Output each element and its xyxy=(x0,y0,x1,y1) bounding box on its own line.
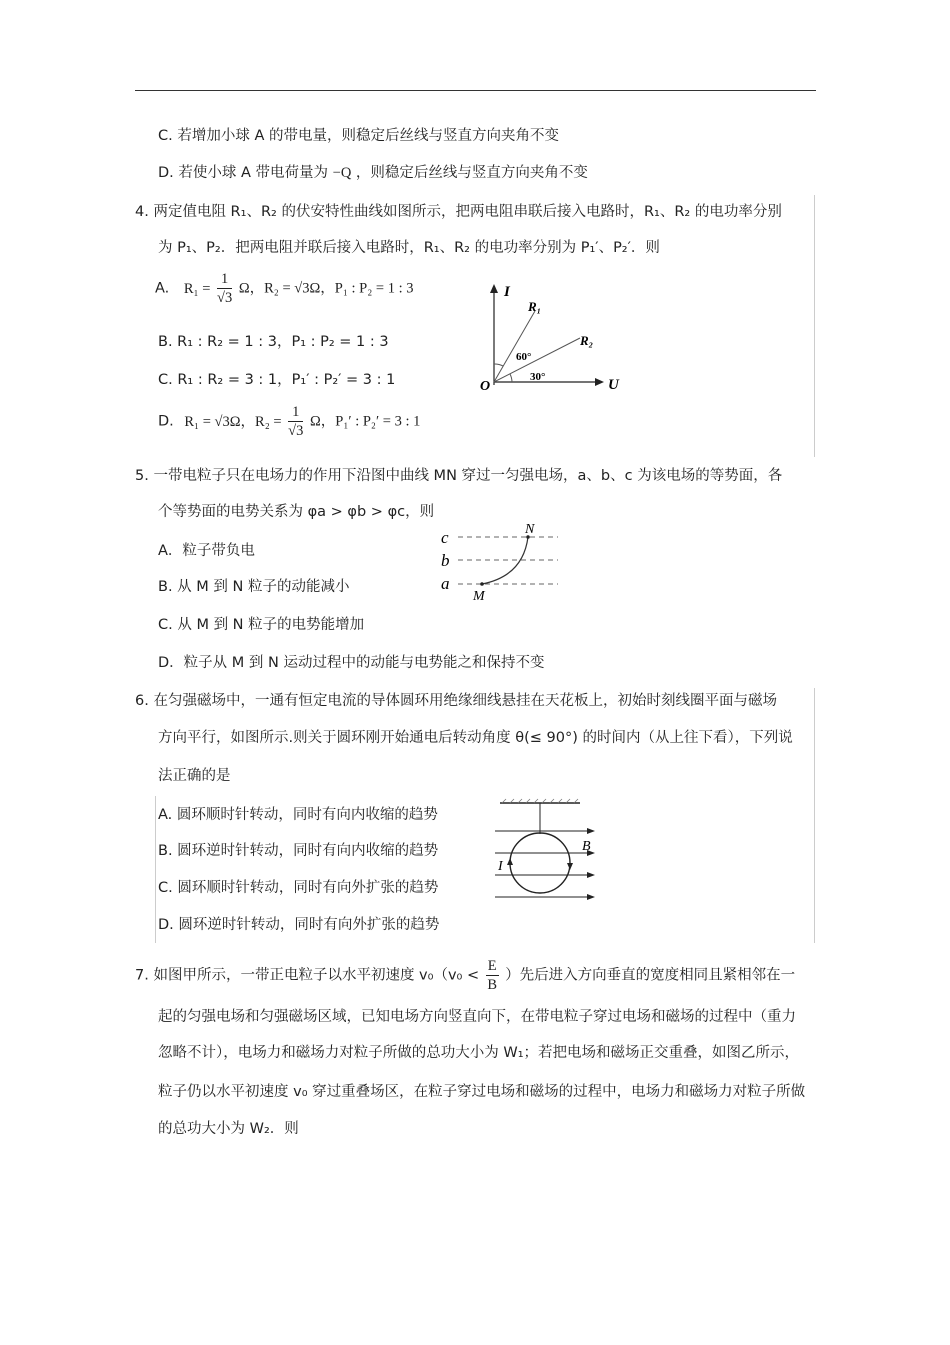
q4-stem-line1 xyxy=(135,200,782,221)
q5-stem-line1 xyxy=(135,464,782,485)
q5-option-b: B. 从 M 到 N 粒子的动能减小 xyxy=(158,579,350,595)
q5-fig-a-label: a xyxy=(441,574,450,593)
q5-option-c: C. 从 M 到 N 粒子的电势能增加 xyxy=(158,617,365,633)
q6-ring-figure xyxy=(490,798,600,908)
q3-option-d xyxy=(158,161,588,182)
q5-option-d: D．粒子从 M 到 N 运动过程中的动能与电势能之和保持不变 xyxy=(158,655,545,671)
q3-option-d-post: ，则稳定后丝线与竖直方向夹角不变 xyxy=(355,165,588,181)
q6-option-b: B. 圆环逆时针转动，同时有向内收缩的趋势 xyxy=(158,843,439,859)
q4-line2: 为 P₁、P₂．把两电阻并联后接入电路时，R₁、R₂ 的电功率分别为 P₁′、P₂′．则 xyxy=(158,240,660,256)
q6-option-d: D. 圆环逆时针转动，同时有向外扩张的趋势 xyxy=(158,917,440,933)
q4-fig-angle-60: 60° xyxy=(516,351,532,363)
q4-fig-r2-label: R₂ xyxy=(580,333,594,348)
q7-fraction xyxy=(486,957,499,994)
q4-option-b: B. R₁ : R₂ = 1 : 3，P₁ : P₂ = 1 : 3 xyxy=(158,334,389,350)
q7-line2: 起的匀强电场和匀强磁场区域，已知电场方向竖直向下，在带电粒子穿过电场和磁场的过程中（重力 xyxy=(158,1009,796,1025)
q6-current-down-arrow-icon xyxy=(567,863,573,870)
q6-line1: 在匀强磁场中，一通有恒定电流的导体圆环用绝缘细线悬挂在天花板上，初始时刻线圈平面与磁场 xyxy=(153,693,777,709)
q4-angle-arc-1 xyxy=(494,364,503,366)
q6-field-arrow-1-icon xyxy=(587,828,595,834)
q6-number: 6. xyxy=(135,693,149,709)
scan-edge-3 xyxy=(155,796,156,943)
q4-option-a-label: A. xyxy=(155,280,170,297)
q7-frac-num: E xyxy=(487,958,497,974)
q7-line1-pre: 如图甲所示，一带正电粒子以水平初速度 v₀（v₀ < xyxy=(153,967,480,984)
q6-ring xyxy=(510,833,570,893)
q6-fig-b-label: B xyxy=(582,839,591,854)
q4-fig-r1-label: R₁ xyxy=(528,299,542,314)
q4-option-d-fraction xyxy=(288,403,303,440)
q7-line4: 粒子仍以水平初速度 v₀ 穿过重叠场区，在粒子穿过电场和磁场的过程中，电场力和磁场力对粒子所做 xyxy=(158,1084,806,1100)
q4-fig-u-label: U xyxy=(608,377,619,393)
q4-u-axis-arrow-icon xyxy=(595,378,604,386)
q4-fig-i-label: I xyxy=(504,284,510,300)
q4-option-d-label: D. xyxy=(158,413,174,430)
scan-edge xyxy=(814,195,815,457)
q4-option-d xyxy=(158,403,420,440)
q7-frac-den: B xyxy=(487,977,497,993)
q6-fig-i-label: I xyxy=(498,859,503,874)
q4-iu-graph xyxy=(470,278,630,400)
q4-option-d-rest: Ω，P₁′ : P₂′ = 3 : 1 xyxy=(310,413,421,430)
q7-number: 7. xyxy=(135,967,149,984)
q6-line2: 方向平行，如图所示.则关于圆环刚开始通电后转动角度 θ(≤ 90°) 的时间内（从上往下看），下列说 xyxy=(158,730,793,746)
q4-number: 4. xyxy=(135,204,149,220)
q7-line1-post: ）先后进入方向垂直的宽度相同且紧相邻在一 xyxy=(505,967,796,984)
q7-line3: 忽略不计），电场力和磁场力对粒子所做的总功大小为 W₁；若把电场和磁场正交重叠，如图乙所示， xyxy=(158,1045,800,1061)
q4-option-d-frac-den: √3 xyxy=(288,423,304,439)
q4-fig-origin-label: O xyxy=(480,379,491,394)
q5-fig-b-label: b xyxy=(441,551,450,570)
q4-option-d-frac-num: 1 xyxy=(288,403,303,422)
q4-fig-angle-30: 30° xyxy=(530,371,546,383)
q6-field-arrow-4-icon xyxy=(587,894,595,900)
q4-line1: 两定值电阻 R₁、R₂ 的伏安特性曲线如图所示，把两电阻串联后接入电路时，R₁、R₂ 的电功率分别 xyxy=(153,204,782,220)
q3-option-c: C. 若增加小球 A 的带电量，则稳定后丝线与竖直方向夹角不变 xyxy=(158,128,559,144)
q6-option-a: A. 圆环顺时针转动，同时有向内收缩的趋势 xyxy=(158,807,438,823)
q5-fig-m-label: M xyxy=(473,589,485,604)
q4-option-c: C. R₁ : R₂ = 3 : 1，P₁′ : P₂′ = 3 : 1 xyxy=(158,372,396,388)
header-rule xyxy=(135,90,816,91)
q5-number: 5. xyxy=(135,468,149,484)
q7-stem-line1 xyxy=(135,957,795,994)
q4-option-a-rest: Ω，R₂ = √3Ω，P₁ : P₂ = 1 : 3 xyxy=(238,280,414,297)
q3-option-d-pre: D. 若使小球 A 带电荷量为 xyxy=(158,165,329,181)
q5-fig-c-label: c xyxy=(441,528,449,547)
q5-line1: 一带电粒子只在电场力的作用下沿图中曲线 MN 穿过一匀强电场，a、b、c 为该电场的等势面，各 xyxy=(153,468,783,484)
q6-field-arrow-3-icon xyxy=(587,872,595,878)
q4-option-a-r1: R₁ = xyxy=(183,280,211,297)
q5-equipotential-figure xyxy=(438,518,563,606)
q5-point-m xyxy=(480,582,484,586)
scan-edge-2 xyxy=(814,688,815,943)
q7-line5: 的总功大小为 W₂．则 xyxy=(158,1121,299,1137)
q4-option-a-frac-num: 1 xyxy=(217,270,232,289)
q4-angle-arc-2 xyxy=(510,374,512,382)
q5-line2: 个等势面的电势关系为 φa > φb > φc，则 xyxy=(158,504,435,520)
q4-option-d-pre: R₁ = √3Ω，R₂ = xyxy=(184,413,282,430)
q4-option-a xyxy=(155,270,414,307)
q6-current-up-arrow-icon xyxy=(507,858,513,865)
q4-option-a-frac-den: √3 xyxy=(217,290,233,306)
q6-stem-line1 xyxy=(135,689,777,710)
q4-option-a-fraction xyxy=(217,270,232,307)
q3-option-d-charge: −Q xyxy=(332,165,352,181)
q6-option-c: C. 圆环顺时针转动，同时有向外扩张的趋势 xyxy=(158,880,439,896)
q6-line3: 法正确的是 xyxy=(158,768,231,784)
q4-i-axis-arrow-icon xyxy=(490,284,498,293)
q5-fig-n-label: N xyxy=(525,522,535,537)
q5-option-a: A．粒子带负电 xyxy=(158,543,255,559)
